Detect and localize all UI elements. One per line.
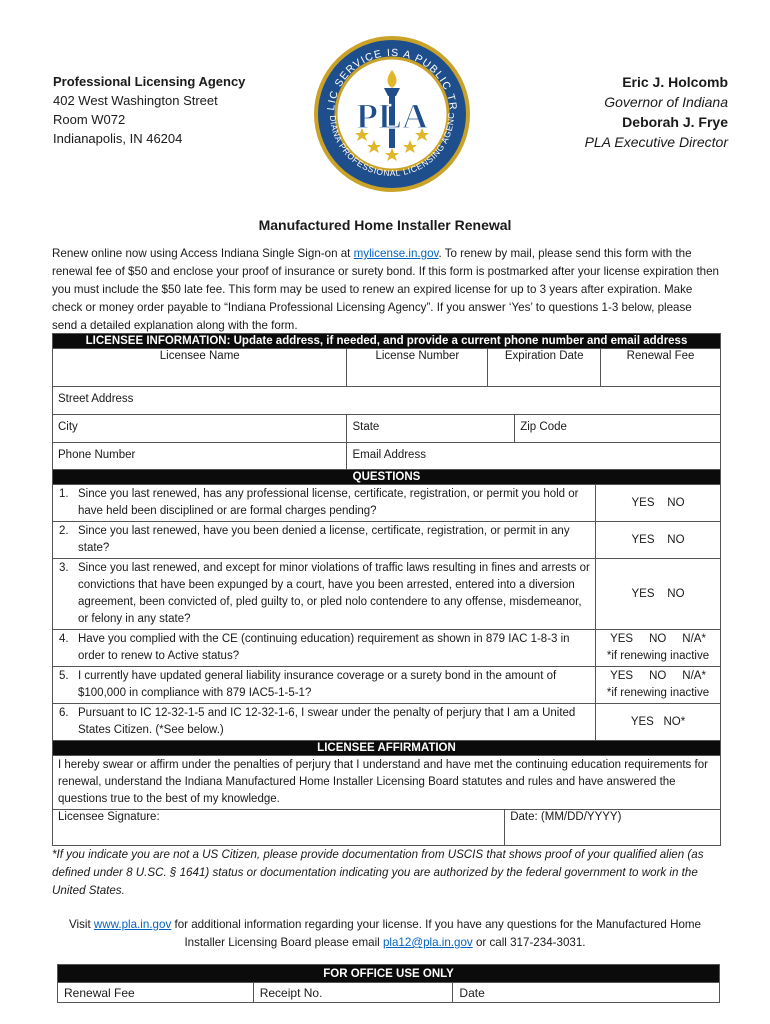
answer-yes-no[interactable] — [596, 485, 721, 522]
pla-seal — [312, 28, 472, 200]
question-number: 1. — [59, 488, 69, 500]
answer-options: YES NO — [631, 587, 685, 600]
visit-text-1: Visit — [68, 918, 94, 931]
seal-bottom-text: DIANA PROFESSIONAL LICENSING AGENC — [327, 111, 457, 179]
intro-text-2: . To renew by mail, please send this form with the renewal fee of $50 and enclose your proof of insurance or surety bond. If this form is postmarked after your license expiration then you must include the $50 late fee. This form may be used to renew an expired license for up to 3 years after expiration. Make check or money order payable to “Indiana Professional Licensing Agency”. If you answer ‘Yes’ to questions 1-3 below, please send a detailed explanation along with the form. — [52, 247, 720, 332]
agency-address-line2: Room W072 — [53, 112, 126, 127]
office-renewal-fee-label: Renewal Fee — [64, 985, 135, 1000]
agency-address-line1: 402 West Washington Street — [53, 93, 218, 108]
question-text: Have you complied with the CE (continuing education) requirement as shown in 879 IAC 1-8-3 in order to renew to Active status? — [78, 633, 570, 662]
office-receipt-field — [253, 983, 453, 1003]
question-row-6 — [53, 704, 721, 741]
questions-header: QUESTIONS — [53, 470, 721, 485]
answer-options: YES NO — [631, 533, 685, 546]
licensee-info-table — [52, 333, 721, 471]
expiration-date-field[interactable] — [488, 349, 601, 387]
license-number-label: License Number — [375, 350, 460, 362]
answer-yes-no[interactable] — [596, 559, 721, 630]
question-number: 4. — [59, 633, 69, 645]
zip-code-label: Zip Code — [520, 421, 567, 433]
governor-name: Eric J. Holcomb — [622, 74, 728, 90]
question-text: Since you last renewed, has any professional license, certificate, registration, or permit you hold or have held been disciplined or are formal charges pending? — [78, 488, 579, 517]
state-field[interactable] — [347, 415, 515, 443]
phone-number-label: Phone Number — [58, 449, 136, 461]
office-renewal-fee-field — [58, 983, 254, 1003]
intro-paragraph — [52, 245, 720, 335]
form-title: Manufactured Home Installer Renewal — [258, 217, 512, 233]
question-text: Pursuant to IC 12-32-1-5 and IC 12-32-1-6, I swear under the penalty of perjury that I am a United States Citizen. (*See below.) — [78, 707, 576, 736]
licensee-name-label: Licensee Name — [159, 350, 240, 362]
city-field[interactable] — [53, 415, 347, 443]
question-number: 6. — [59, 707, 69, 719]
question-text: Since you last renewed, have you been denied a license, certificate, registration, or permit in any state? — [78, 525, 570, 554]
licensee-signature-field[interactable] — [53, 810, 505, 846]
office-use-header: FOR OFFICE USE ONLY — [58, 965, 720, 983]
city-label: City — [58, 421, 78, 433]
office-date-label: Date — [459, 985, 485, 1000]
question-number: 5. — [59, 670, 69, 682]
answer-options: YES NO N/A* — [610, 633, 706, 645]
street-address-field[interactable] — [53, 387, 721, 415]
license-number-field[interactable] — [347, 349, 488, 387]
affirmation-text: I hereby swear or affirm under the penalties of perjury that I understand and have met the continuing education requirements for renewal, understand the Indiana Manufactured Home Installer Licensing Board statutes and rules and have answered the questions true to the best of my knowledge. — [53, 756, 721, 810]
office-use-table — [57, 964, 720, 1003]
intro-text-1: Renew online now using Access Indiana Single Sign-on at — [52, 247, 354, 260]
board-email-link[interactable]: pla12@pla.in.gov — [382, 936, 473, 949]
licensee-name-field[interactable] — [53, 349, 347, 387]
affirmation-header: LICENSEE AFFIRMATION — [53, 741, 721, 756]
seal-top-text: LIC SERVICE IS A PUBLIC TR — [325, 46, 460, 112]
question-text: Since you last renewed, and except for minor violations of traffic laws resulting in fines and arrests or convictions that have been expunged by a court, have you been arrested, entered into a diversion agreement, been convicted of, pled guilty to, or pled nolo contendere to any offense, misdemeanor, or felony in any state? — [78, 562, 590, 625]
mylicense-link[interactable]: mylicense.in.gov — [353, 247, 439, 260]
question-row-4 — [53, 630, 721, 667]
citizen-note: *If you indicate you are not a US Citizen, please provide documentation from USCIS that shows proof of your qualified alien (as defined under 8 U.SC. § 1641) status or documentation indicating you are authorized by the federal government to work in the United States. — [52, 848, 704, 897]
answer-note: *if renewing inactive — [606, 687, 710, 699]
signature-date-field[interactable] — [505, 810, 721, 846]
licensee-signature-label: Licensee Signature: — [58, 811, 160, 823]
email-address-field[interactable] — [347, 443, 721, 471]
question-row-1 — [53, 485, 721, 522]
question-number: 2. — [59, 525, 69, 537]
pla-website-link[interactable]: www.pla.in.gov — [93, 918, 172, 931]
state-label: State — [352, 421, 380, 433]
renewal-fee-field[interactable] — [601, 349, 721, 387]
contact-paragraph — [60, 916, 710, 952]
visit-text-2: for additional information regarding your license. If you have any questions for the Manufactured Home Installer Licensing Board please email — [171, 918, 701, 949]
question-row-2 — [53, 522, 721, 559]
office-date-field — [453, 983, 720, 1003]
question-number: 3. — [59, 562, 69, 574]
answer-yes-no-na[interactable] — [596, 667, 721, 704]
agency-address — [53, 72, 245, 148]
director-title: PLA Executive Director — [584, 134, 728, 150]
phone-number-field[interactable] — [53, 443, 347, 471]
pla-seal-graphic — [312, 28, 472, 200]
questions-table — [52, 469, 721, 741]
governor-title: Governor of Indiana — [604, 94, 728, 110]
zip-code-field[interactable] — [515, 415, 721, 443]
question-row-5 — [53, 667, 721, 704]
visit-text-3: or call 317-234-3031. — [472, 936, 586, 949]
affirmation-table — [52, 740, 721, 846]
agency-name: Professional Licensing Agency — [53, 74, 246, 89]
director-name: Deborah J. Frye — [622, 114, 728, 130]
email-address-label: Email Address — [352, 449, 426, 461]
licensee-info-header: LICENSEE INFORMATION: Update address, if needed, and provide a current phone number and email address — [53, 334, 721, 349]
question-row-3 — [53, 559, 721, 630]
agency-address-line3: Indianapolis, IN 46204 — [53, 131, 183, 146]
office-receipt-label: Receipt No. — [259, 985, 323, 1000]
answer-note: *if renewing inactive — [606, 650, 710, 662]
officials-block — [585, 72, 728, 152]
renewal-fee-label: Renewal Fee — [626, 350, 695, 362]
seal-initials: PLA — [356, 96, 428, 136]
signature-date-label: Date: (MM/DD/YYYY) — [510, 811, 622, 823]
answer-yes-no[interactable] — [596, 704, 721, 741]
street-address-label: Street Address — [58, 393, 134, 405]
answer-options: YES NO — [631, 496, 685, 509]
answer-yes-no[interactable] — [596, 522, 721, 559]
expiration-date-label: Expiration Date — [504, 350, 584, 362]
answer-options: YES NO* — [630, 715, 686, 728]
answer-yes-no-na[interactable] — [596, 630, 721, 667]
answer-options: YES NO N/A* — [610, 670, 706, 682]
question-text: I currently have updated general liability insurance coverage or a surety bond in the amount of $100,000 in compliance with 879 IAC5-1-5-1? — [78, 670, 557, 699]
